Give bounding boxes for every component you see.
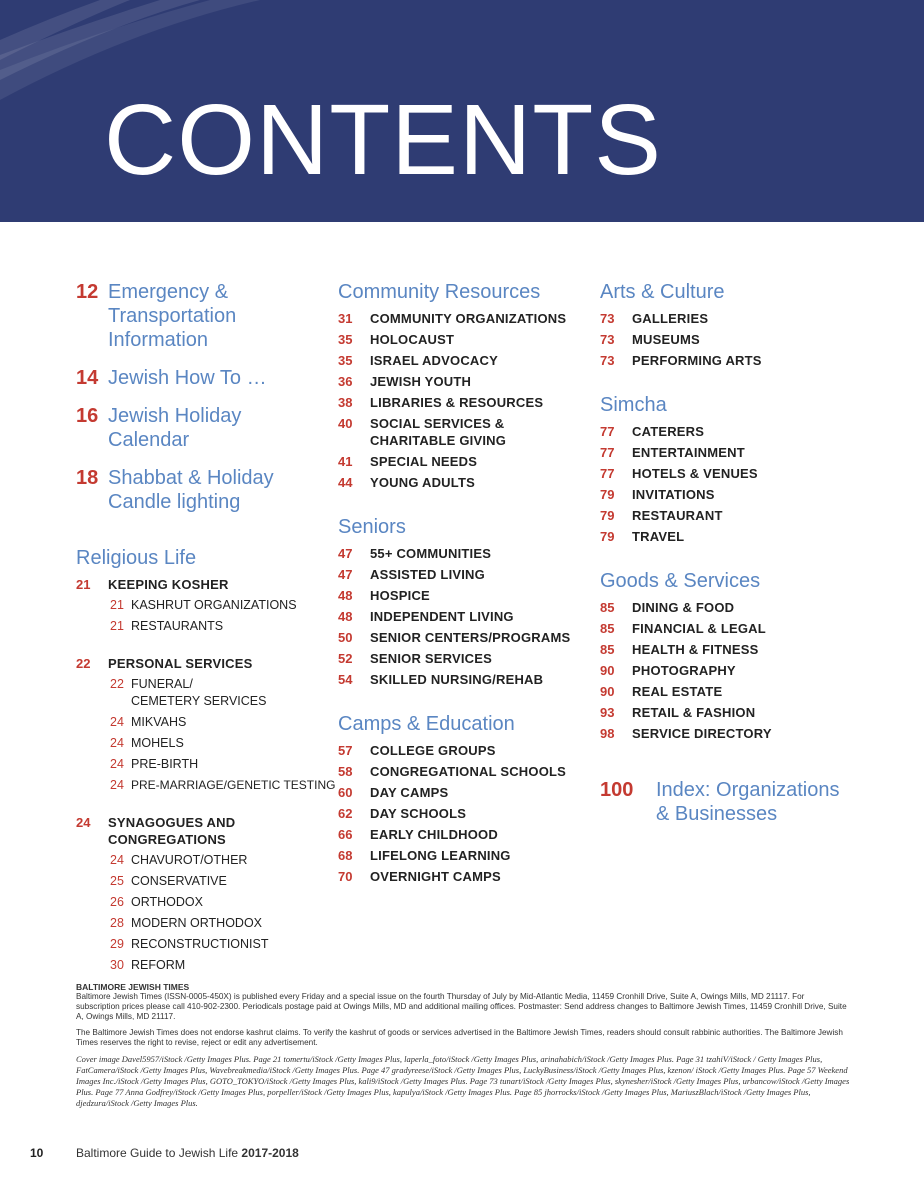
toc-subrow[interactable]: 24 CHAVUROT/OTHER xyxy=(110,853,248,867)
toc-row[interactable]: 85 HEALTH & FITNESS xyxy=(600,642,759,657)
page-number: 10 xyxy=(30,1146,44,1160)
toc-row[interactable]: 79 RESTAURANT xyxy=(600,508,723,523)
toc-row[interactable]: 47 ASSISTED LIVING xyxy=(338,567,485,582)
toc-subrow[interactable]: 24 PRE-MARRIAGE/GENETIC TESTING xyxy=(110,778,336,792)
toc-row[interactable]: 52 SENIOR SERVICES xyxy=(338,651,492,666)
toc-entry-holiday-calendar[interactable]: 16 Jewish Holiday Calendar xyxy=(76,405,242,451)
toc-row[interactable]: 73 MUSEUMS xyxy=(600,332,700,347)
toc-subrow[interactable]: 25 CONSERVATIVE xyxy=(110,874,227,888)
toc-row[interactable]: 77 HOTELS & VENUES xyxy=(600,466,758,481)
toc-entry-emergency[interactable]: 12 Emergency & Transportation Information xyxy=(76,281,237,351)
toc-subrow[interactable]: 24 PRE-BIRTH xyxy=(110,757,199,771)
toc-row[interactable]: 68 LIFELONG LEARNING xyxy=(338,848,511,863)
toc-row[interactable]: 57 COLLEGE GROUPS xyxy=(338,743,496,758)
toc-row[interactable]: 35 HOLOCAUST xyxy=(338,332,455,347)
toc-row[interactable]: 73 PERFORMING ARTS xyxy=(600,353,762,368)
column-1 xyxy=(76,280,336,978)
toc-subrow[interactable]: 24 MOHELS xyxy=(110,736,184,750)
toc-row[interactable]: 85 DINING & FOOD xyxy=(600,600,735,615)
toc-subrow[interactable]: 28 MODERN ORTHODOX xyxy=(110,916,263,930)
toc-subrow[interactable]: 21 RESTAURANTS xyxy=(110,619,224,633)
toc-row[interactable]: 90 PHOTOGRAPHY xyxy=(600,663,736,678)
toc-entry-how-to[interactable]: 14 Jewish How To … xyxy=(76,367,267,389)
toc-entry-candle-lighting[interactable]: 18 Shabbat & Holiday Candle lighting xyxy=(76,467,274,513)
column-3 xyxy=(600,280,900,826)
footer-title: BALTIMORE JEWISH TIMES xyxy=(76,982,190,992)
section-heading-camps: Camps & Education xyxy=(338,713,515,735)
toc-row[interactable]: 50 SENIOR CENTERS/PROGRAMS xyxy=(338,630,571,645)
section-heading-seniors: Seniors xyxy=(338,516,406,538)
toc-row[interactable]: 48 HOSPICE xyxy=(338,588,430,603)
toc-row[interactable]: 79 TRAVEL xyxy=(600,529,685,544)
header-banner xyxy=(0,0,924,222)
toc-subrow[interactable]: 30 REFORM xyxy=(110,958,186,972)
toc-row[interactable]: 31 COMMUNITY ORGANIZATIONS xyxy=(338,311,567,326)
section-heading-religious-life: Religious Life xyxy=(76,547,197,569)
publication-name: Baltimore Guide to Jewish Life 2017-2018 xyxy=(76,1146,299,1160)
toc-row[interactable]: 62 DAY SCHOOLS xyxy=(338,806,467,821)
toc-row[interactable]: 77 ENTERTAINMENT xyxy=(600,445,745,460)
toc-row[interactable]: 85 FINANCIAL & LEGAL xyxy=(600,621,766,636)
footer-notice xyxy=(76,982,850,1115)
section-heading-goods: Goods & Services xyxy=(600,570,761,592)
toc-row[interactable]: 22 PERSONAL SERVICES xyxy=(76,656,253,671)
toc-entry-index[interactable]: 100 Index: Organizations & Businesses xyxy=(600,779,840,825)
toc-row[interactable]: 98 SERVICE DIRECTORY xyxy=(600,726,772,741)
footer-photo-credits: Cover image Davel5957/iStock /Getty Images Plus. Page 21 tomertu/iStock /Getty Images Plus, laperla_foto/iStock /Getty Images Plus, arinahabich/iStock /Getty Images Plus. Page 31 tzahiV/iStock / Getty Images Plus, FatCamera/iStock /Getty Images Plus, Wavebreakmedia/iStock /Getty Images Plus. Page 47 gradyreese/iStock /Getty Images Plus, LuckyBusiness/iStock /Getty Images Plus, kzenon/ iStock /Getty Images Plus. Page 57 Weekend Images Inc./iStock /Getty Images Plus, GOTO_TOKYO/iStock /Getty Images Plus, kali9/iStock /Getty Images Plus. Page 73 tunart/iStock /Getty Images Plus, skynesher/iStock /Getty Images Plus, urbancow/iStock /Getty Images Plus. Page 77 Anna Godfrey/iStock /Getty Images Plus, porpeller/iStock /Getty Images Plus, kapulya/iStock /Getty Images Plus. Page 85 jhorrocks/iStock /Getty Images Plus, MariuszBlach/iStock /Getty Images Plus, djedzura/iStock /Getty Images Plus. xyxy=(76,1054,850,1108)
toc-row[interactable]: 60 DAY CAMPS xyxy=(338,785,449,800)
toc-row[interactable]: 79 INVITATIONS xyxy=(600,487,715,502)
toc-row[interactable]: 35 ISRAEL ADVOCACY xyxy=(338,353,498,368)
toc-row[interactable]: 40 SOCIAL SERVICES & CHARITABLE GIVING xyxy=(338,416,507,448)
toc-row[interactable]: 66 EARLY CHILDHOOD xyxy=(338,827,498,842)
toc-row[interactable]: 93 RETAIL & FASHION xyxy=(600,705,756,720)
toc-subrow[interactable]: 24 MIKVAHS xyxy=(110,715,187,729)
toc-row[interactable]: 24 SYNAGOGUES AND CONGREGATIONS xyxy=(76,815,236,847)
section-heading-simcha: Simcha xyxy=(600,394,667,416)
toc-row[interactable]: 44 YOUNG ADULTS xyxy=(338,475,475,490)
section-heading-arts: Arts & Culture xyxy=(600,281,725,303)
toc-row[interactable]: 41 SPECIAL NEEDS xyxy=(338,454,478,469)
page-title: CONTENTS xyxy=(104,84,662,196)
toc-row[interactable]: 70 OVERNIGHT CAMPS xyxy=(338,869,501,884)
toc-subrow[interactable]: 26 ORTHODOX xyxy=(110,895,203,909)
toc-subrow[interactable]: 21 KASHRUT ORGANIZATIONS xyxy=(110,598,297,612)
toc-row[interactable]: 73 GALLERIES xyxy=(600,311,709,326)
column-2 xyxy=(338,280,588,889)
footer-kashrut-disclaimer: The Baltimore Jewish Times does not endorse kashrut claims. To verify the kashrut of goods or services advertised in the Baltimore Jewish Times, readers should consult rabbinic authorities. The Baltimore Jewish Times reserves the right to revise, reject or edit any advertisement. xyxy=(76,1028,843,1047)
toc-row[interactable]: 54 SKILLED NURSING/REHAB xyxy=(338,672,544,687)
toc-row[interactable]: 21 KEEPING KOSHER xyxy=(76,577,229,592)
toc-subrow[interactable]: 22 FUNERAL/ CEMETERY SERVICES xyxy=(110,677,267,708)
toc-row[interactable]: 77 CATERERS xyxy=(600,424,705,439)
toc-row[interactable]: 58 CONGREGATIONAL SCHOOLS xyxy=(338,764,567,779)
section-heading-community: Community Resources xyxy=(338,281,541,303)
toc-row[interactable]: 48 INDEPENDENT LIVING xyxy=(338,609,514,624)
toc-row[interactable]: 38 LIBRARIES & RESOURCES xyxy=(338,395,544,410)
toc-row[interactable]: 47 55+ COMMUNITIES xyxy=(338,546,492,561)
toc-subrow[interactable]: 29 RECONSTRUCTIONIST xyxy=(110,937,269,951)
toc-row[interactable]: 36 JEWISH YOUTH xyxy=(338,374,472,389)
toc-row[interactable]: 90 REAL ESTATE xyxy=(600,684,723,699)
footer-publication-info: Baltimore Jewish Times (ISSN-0005-450X) is published every Friday and a special issue on the fourth Thursday of July by Mid-Atlantic Media, 11459 Cronhill Drive, Suite A, Owings Mills, MD 21117. For subscription prices please call 410-902-2300. Periodicals postage paid at Owings Mills, MD and additional mailing offices. Postmaster: Send address changes to Baltimore Jewish Times, 11459 Cronhill Drive, Suite A, Owings Mills, MD 21117. xyxy=(76,992,847,1021)
